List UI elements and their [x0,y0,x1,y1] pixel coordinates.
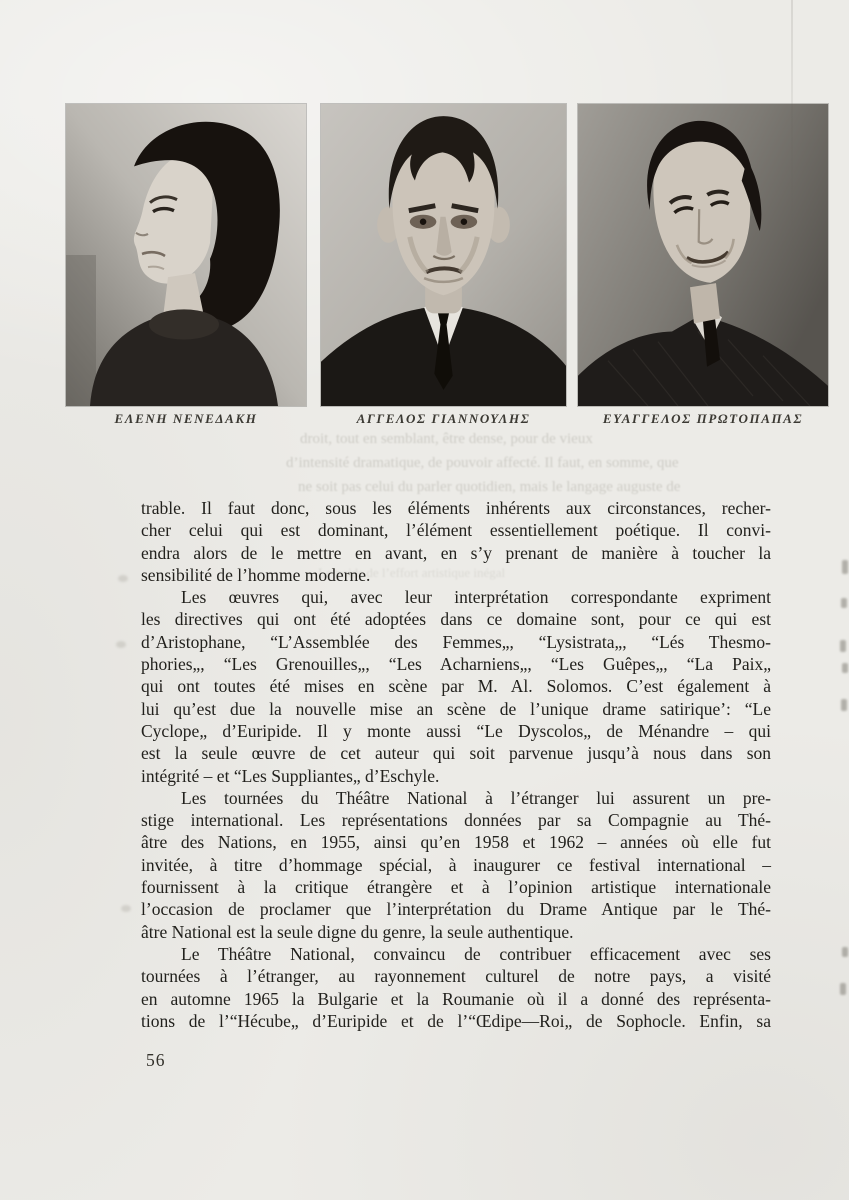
scan-artifact [840,983,846,995]
text-line: les directives qui ont été adoptées dans ce domaine sont, pour ce qui est [141,609,771,630]
text-line: Cyclope„ d’Euripide. Il y monte aussi “Le Dyscolos„ de Ménandre – qui [141,720,771,741]
text-line: intégrité – et “Les Suppliantes„ d’Eschyle. [141,765,440,786]
text-line: invitée, à titre d’hommage spécial, à inaugurer ce festival international – [141,854,771,875]
scan-artifact [842,663,848,673]
scan-speck [116,641,126,648]
photo-caption-3: ΕΥΑΓΓΕΛΟΣ ΠΡΩΤΟΠΑΠΑΣ [602,411,804,426]
portrait-photo-aggelos-giannoulis [321,104,566,406]
scan-speck [121,905,131,912]
portrait-photo-eleni-nenedaki [66,104,306,406]
ghost-text-line-4: Le poids de l’effort artistique inégal [318,565,506,580]
paragraph [141,943,771,1032]
text-line: qui ont toutes été mises en scène par M. Al. Solomos. C’est également à [141,676,771,697]
paragraph [141,787,771,943]
portrait-man-frontal-image [321,104,566,406]
paragraph [141,586,771,787]
scan-artifact [840,640,846,652]
text-line: sensibilité de l’homme moderne. [141,564,371,585]
scan-artifact [841,598,847,608]
text-line: cher celui qui est dominant, l’élément essentiellement poétique. Il convi- [141,520,771,541]
paper-crease [791,0,793,265]
scan-artifact [842,560,848,574]
photo-caption-2: ΑΓΓΕΛΟΣ ΓΙΑΝΝΟΥΛΗΣ [356,411,531,426]
paragraph [141,497,771,586]
text-line: phories„, “Les Grenouilles„, “Les Acharniens„, “Les Guêpes„, “La Paix„ [141,654,771,675]
text-line: Les tournées du Théâtre National à l’étranger lui assurent un pre- [181,787,771,808]
ghost-text-line-1: droit, tout en semblant, être dense, pour de vieux [300,431,593,447]
ghost-text-line-3: ne soit pas celui du parler quotidien, mais le langage auguste de [298,479,681,495]
text-line: fournissent à la critique étrangère et à l’opinion artistique internationale [141,877,771,898]
text-line: endra alors de le mettre en avant, en s’y prenant de manière à toucher la [141,542,771,563]
text-line: Le Théâtre National, convaincu de contribuer efficacement avec ses [181,943,771,964]
text-line: tournées à l’étranger, au rayonnement culturel de notre pays, a visité [141,966,771,987]
text-line: est la seule œuvre de cet auteur qui soit parvenue jusqu’à nous dans son [141,743,771,764]
text-line: stige international. Les représentations données par sa Compagnie au Thé- [141,810,771,831]
text-line: âtre des Nations, en 1955, ainsi qu’en 1958 et 1962 – années où elle fut [141,832,771,853]
text-line: trable. Il faut donc, sous les éléments inhérents aux circonstances, recher- [141,498,771,518]
scan-artifact [842,947,848,957]
scan-speck [118,575,128,582]
portrait-woman-profile-image [66,104,306,406]
body-text [141,497,771,1032]
scan-artifact [841,699,847,711]
text-line: lui qu’est due la nouvelle mise an scène de l’unique drame satirique’: “Le [141,698,771,719]
text-line: l’occasion de proclamer que l’interprétation du Drame Antique par le Thé- [141,899,771,920]
page-number: 56 [146,1050,166,1070]
text-line: Les œuvres qui, avec leur interprétation correspondante expriment [181,587,771,608]
text-line: d’Aristophane, “L’Assemblée des Femmes„, “Lysistrata„, “Lés Thesmo- [141,631,771,652]
photo-caption-1: ΕΛΕΝΗ ΝΕΝΕΔΑΚΗ [114,411,258,426]
text-line: tions de l’“Hécube„ d’Euripide et de l’“Œdipe—Roi„ de Sophocle. Enfin, sa [141,1010,771,1031]
text-line: en automne 1965 la Bulgarie et la Roumanie où il a donné des représenta- [141,988,771,1009]
text-line: âtre National est la seule digne du genre, la seule authentique. [141,921,574,942]
ghost-text-line-2: d’intensité dramatique, de pouvoir affecté. Il faut, en somme, que [286,455,679,471]
